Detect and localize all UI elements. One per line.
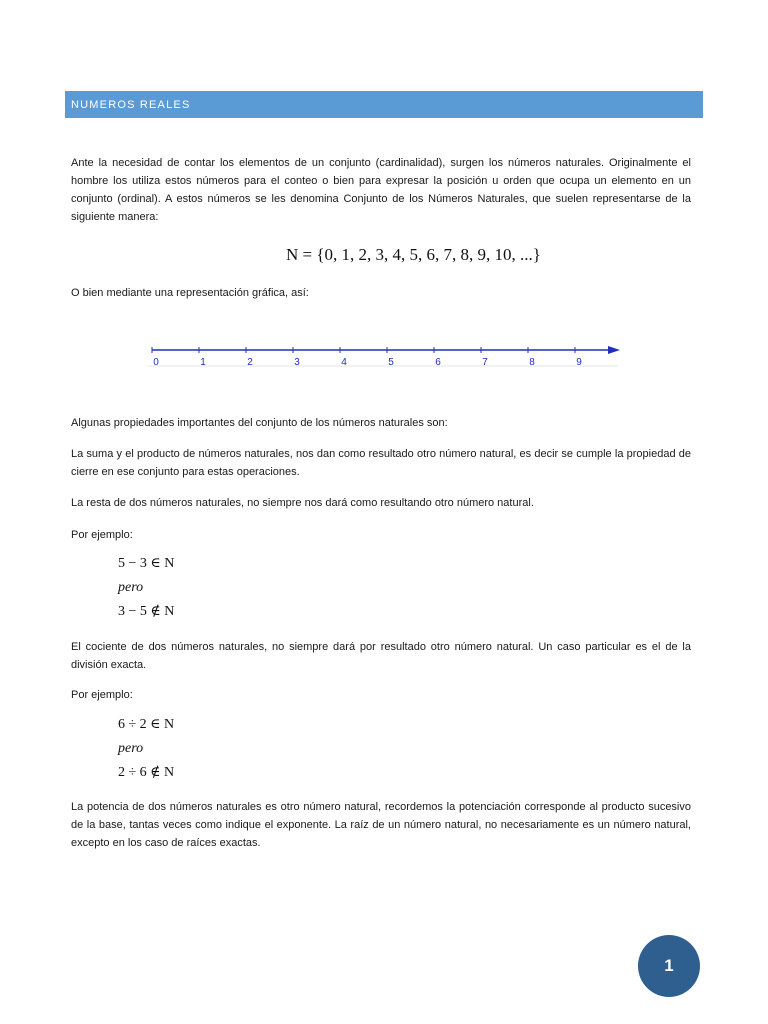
example-label-2: Por ejemplo:: [71, 689, 133, 701]
number-line-label-8: 8: [529, 357, 535, 368]
page-number-badge: [638, 935, 700, 997]
number-line-label-9: 9: [576, 357, 582, 368]
power-root-paragraph: La potencia de dos números naturales es otro número natural, recordemos la potenciación corresponde al producto sucesivo de la base, tantas veces como indique el exponente. La raíz de un número natural, no necesariamente es un número natural, excepto en los caso de raíces exactas.: [71, 801, 691, 849]
number-line-figure: [148, 340, 623, 370]
intro-paragraph: Ante la necesidad de contar los elementos de un conjunto (cardinalidad), surgen los números naturales. Originalmente el hombre los utiliza estos números para el conteo o bien para expresar la posición u orden que ocupa un elemento en un conjunto (ordinal). A estos números se les denomina Conjunto de los Números Naturales, que suelen representarse de la siguiente manera:: [71, 157, 691, 223]
section-header-bar: [65, 91, 703, 118]
natural-numbers-set-formula: N = {0, 1, 2, 3, 4, 5, 6, 7, 8, 9, 10, ...}: [286, 245, 541, 264]
subtraction-paragraph: La resta de dos números naturales, no siempre nos dará como resultando otro número natural.: [71, 497, 534, 509]
number-line-arrowhead-icon: [608, 346, 620, 354]
number-line-label-1: 1: [200, 357, 206, 368]
page-number: 1: [664, 956, 674, 975]
subtraction-example-line2: 3 − 5 ∉ N: [118, 604, 175, 619]
division-example-connector: pero: [118, 741, 144, 756]
sum-product-paragraph: La suma y el producto de números naturales, nos dan como resultado otro número natural, es decir se cumple la propiedad de cierre en ese conjunto para estas operaciones.: [71, 448, 691, 478]
number-line-label-3: 3: [294, 357, 300, 368]
quotient-paragraph: El cociente de dos números naturales, no siempre dará por resultado otro número natural. Un caso particular es el de la división exacta.: [71, 641, 691, 671]
number-line-label-0: 0: [153, 357, 159, 368]
example-label-1: Por ejemplo:: [71, 529, 133, 541]
number-line-label-4: 4: [341, 357, 347, 368]
division-example-line2: 2 ÷ 6 ∉ N: [118, 765, 175, 780]
graphic-intro-paragraph: O bien mediante una representación gráfica, así:: [71, 287, 309, 299]
number-line-label-6: 6: [435, 357, 441, 368]
number-line-label-5: 5: [388, 357, 394, 368]
number-line-label-2: 2: [247, 357, 253, 368]
number-line-label-7: 7: [482, 357, 488, 368]
properties-intro-paragraph: Algunas propiedades importantes del conjunto de los números naturales son:: [71, 417, 448, 429]
subtraction-example-line1: 5 − 3 ∈ N: [118, 556, 175, 571]
section-title: NUMEROS REALES: [71, 99, 191, 111]
subtraction-example-connector: pero: [118, 580, 144, 595]
division-example-line1: 6 ÷ 2 ∈ N: [118, 717, 175, 732]
